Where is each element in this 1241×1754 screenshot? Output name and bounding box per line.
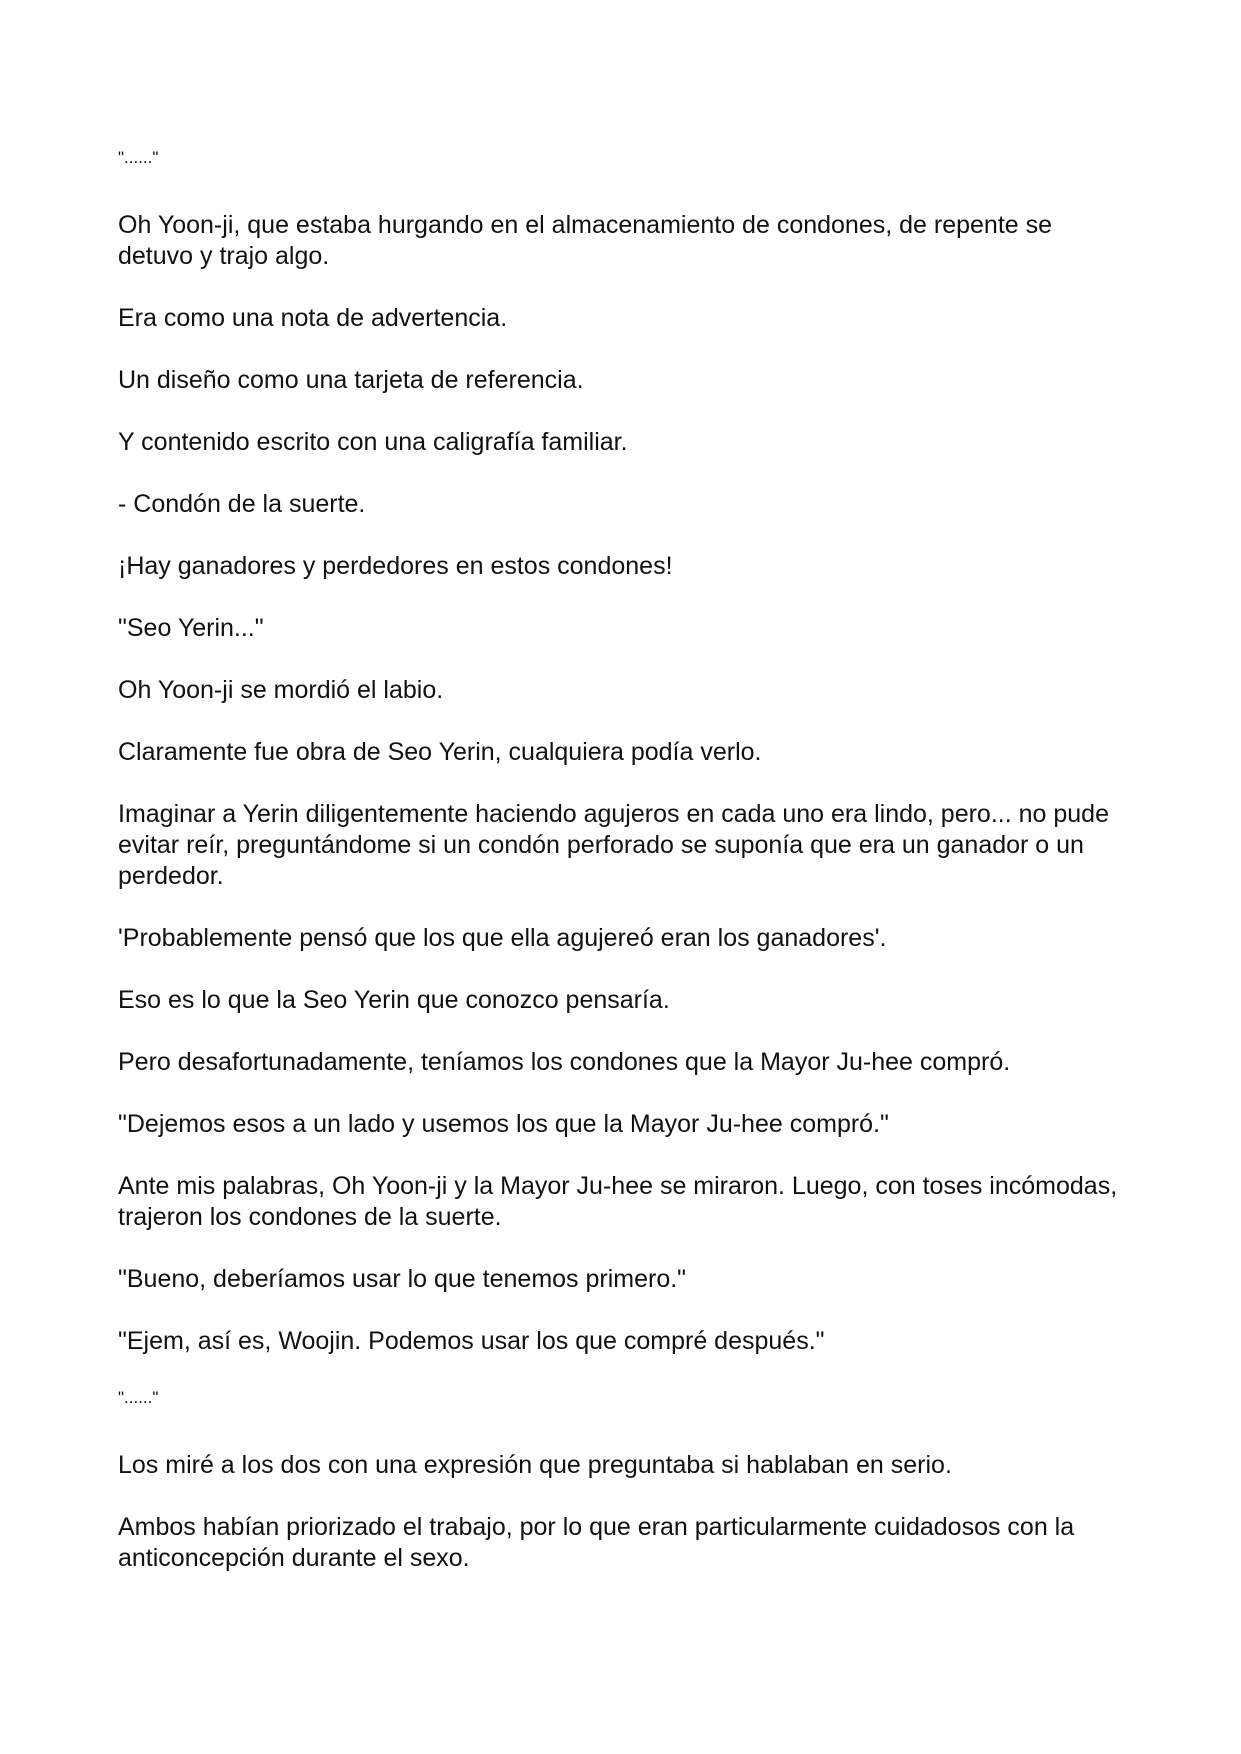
paragraph: Ambos habían priorizado el trabajo, por lo que eran particularmente cuidadosos con la anticoncepción durante el sexo. [118, 1513, 1075, 1572]
paragraph: Oh Yoon-ji, que estaba hurgando en el almacenamiento de condones, de repente se detuvo y trajo algo. [118, 211, 1053, 270]
paragraph: Un diseño como una tarjeta de referencia. [118, 366, 584, 394]
paragraph: "......" [118, 148, 159, 167]
paragraph: Oh Yoon-ji se mordió el labio. [118, 676, 444, 704]
paragraph: ¡Hay ganadores y perdedores en estos condones! [118, 552, 673, 580]
paragraph: Imaginar a Yerin diligentemente haciendo agujeros en cada uno era lindo, pero... no pude evitar reír, preguntándome si un condón perforado se suponía que era un ganador o un perdedor. [118, 800, 1109, 890]
document-page [118, 148, 1128, 1605]
paragraph: Ante mis palabras, Oh Yoon-ji y la Mayor Ju-hee se miraron. Luego, con toses incómodas, trajeron los condones de la suerte. [118, 1172, 1118, 1231]
paragraph: Y contenido escrito con una caligrafía familiar. [118, 428, 628, 456]
paragraph: Pero desafortunadamente, teníamos los condones que la Mayor Ju-hee compró. [118, 1048, 1011, 1076]
paragraph: "Ejem, así es, Woojin. Podemos usar los que compré después." [118, 1327, 825, 1355]
paragraph: "Seo Yerin..." [118, 614, 264, 642]
paragraph: Eso es lo que la Seo Yerin que conozco pensaría. [118, 986, 670, 1014]
paragraph: Los miré a los dos con una expresión que preguntaba si hablaban en serio. [118, 1451, 952, 1479]
paragraph: Era como una nota de advertencia. [118, 304, 508, 332]
paragraph: "Dejemos esos a un lado y usemos los que la Mayor Ju-hee compró." [118, 1110, 889, 1138]
paragraph: - Condón de la suerte. [118, 490, 366, 518]
paragraph: Claramente fue obra de Seo Yerin, cualquiera podía verlo. [118, 738, 762, 766]
paragraph: "......" [118, 1388, 159, 1407]
paragraph: "Bueno, deberíamos usar lo que tenemos primero." [118, 1265, 687, 1293]
paragraph: 'Probablemente pensó que los que ella agujereó eran los ganadores'. [118, 924, 887, 952]
